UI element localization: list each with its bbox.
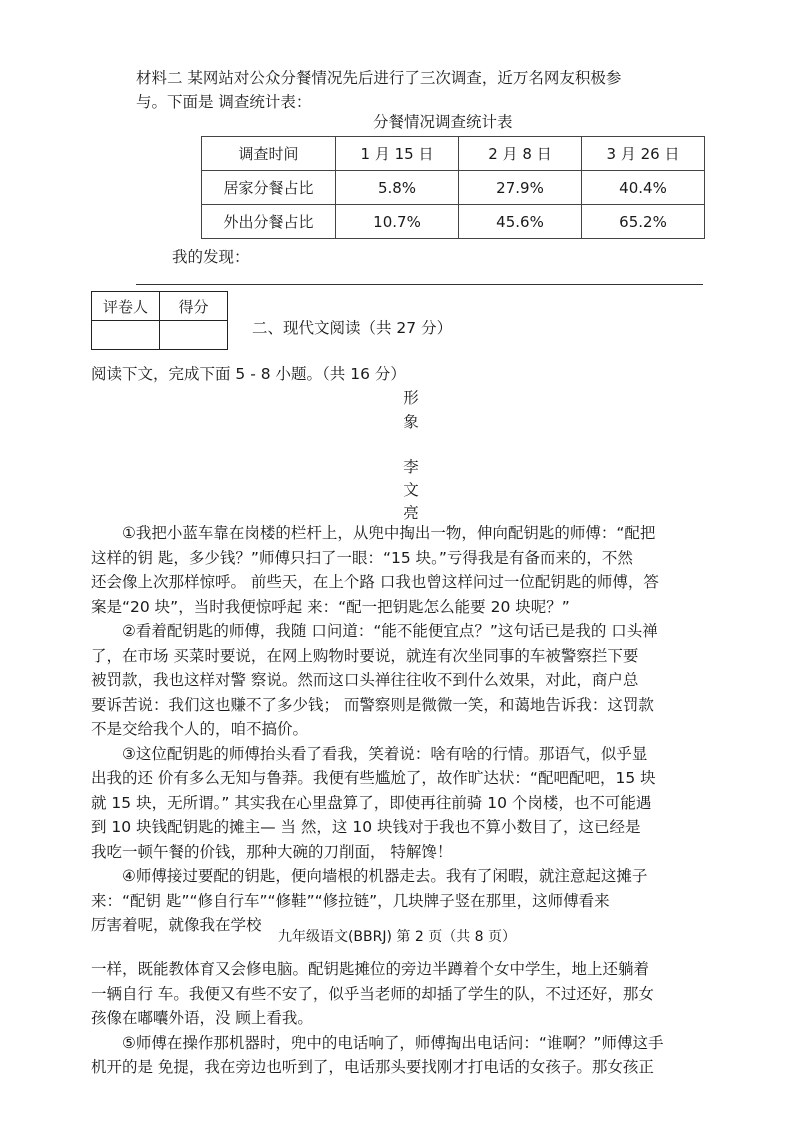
section-title: 二、现代文阅读（共 27 分） xyxy=(252,319,453,337)
paragraph-line: 机开的是 免提，我在旁边也听到了，电话那头要找刚才打电话的女孩子。那女孩正 xyxy=(91,1058,654,1076)
paragraph-line: ③这位配钥匙的师傅抬头看了看我，笑着说：啥有啥的行情。那语气，似乎显 xyxy=(122,744,648,763)
survey-table xyxy=(201,136,705,239)
author-char: 文 xyxy=(403,481,419,499)
paragraph-line: 来：“配钥 匙”“修自行车”“修鞋”“修拉链”，几块牌子竖在那里，这师傅看来 xyxy=(91,891,610,910)
paragraph-line: 我吃一顿午餐的价钱，那种大碗的刀削面， 特解馋！ xyxy=(91,842,453,861)
finding-label: 我的发现： xyxy=(172,248,250,266)
paragraph-line: 这样的钥 匙，多少钱？”师傅只扫了一眼：“15 块。”亏得我是有备而来的，不然 xyxy=(91,548,633,567)
table-row xyxy=(202,171,705,205)
article-title-char: 形 xyxy=(403,389,419,407)
author-char: 亮 xyxy=(403,504,419,522)
paragraph-line: ①我把小蓝车靠在岗楼的栏杆上，从兜中掏出一物，伸向配钥匙的师傅：“配把 xyxy=(122,524,656,542)
paragraph-line: 一辆自行 车。我便又有些不安了，似乎当老师的却插了学生的队，不过还好，那女 xyxy=(91,984,654,1003)
paragraph-line: ④师傅接过要配的钥匙，便向墙根的机器走去。我有了闲暇，就注意起这摊子 xyxy=(122,867,648,885)
answer-line[interactable] xyxy=(136,284,703,285)
paragraph-line: 孩像在嘟囔外语，没 顾上看我。 xyxy=(91,1009,313,1027)
table-cell: 外出分餐占比 xyxy=(202,205,336,239)
table-caption: 分餐情况调查统计表 xyxy=(373,113,513,131)
table-cell: 10.7% xyxy=(336,205,459,239)
paragraph-line: 还会像上次那样惊呼。 前些天，在上个路 口我也曾这样问过一位配钥匙的师傅，答 xyxy=(91,573,659,591)
paragraph-line: ②看着配钥匙的师傅，我随 口问道：“能不能便宜点？”这句话已是我的 口头禅 xyxy=(122,622,658,640)
table-header-cell: 3 月 26 日 xyxy=(582,137,705,171)
table-header-cell: 1 月 15 日 xyxy=(336,137,459,171)
article-body xyxy=(91,521,703,938)
paragraph-line: 就 15 块，无所谓。” 其实我在心里盘算了，即使再往前骑 10 个岗楼，也不可能遇 xyxy=(91,793,652,812)
material-line-2: 与。下面是 调查统计表： xyxy=(136,93,312,111)
score-label: 得分 xyxy=(160,292,228,321)
grade-box xyxy=(91,291,228,350)
paragraph-line: 案是“20 块”，当时我便惊呼起 来：“配一把钥匙怎么能要 20 块呢？” xyxy=(91,597,570,616)
paragraph-line: 要诉苦说：我们这也赚不了多少钱； 而警察则是微微一笑，和蔼地告诉我：这罚款 xyxy=(91,695,654,714)
reviewer-label: 评卷人 xyxy=(92,292,160,321)
table-cell: 45.6% xyxy=(459,205,582,239)
paragraph-line: 一样，既能教体育又会修电脑。配钥匙摊位的旁边半蹲着个女中学生，地上还躺着 xyxy=(91,960,650,978)
paragraph-line: 到 10 块钱配钥匙的摊主— 当 然，这 10 块钱对于我也不算小数目了，这已经是 xyxy=(91,818,641,836)
table-cell: 居家分餐占比 xyxy=(202,171,336,205)
article-title-char: 象 xyxy=(403,413,419,431)
article-body-continued xyxy=(91,957,703,1080)
author-char: 李 xyxy=(403,458,419,476)
paragraph-line: 被罚款，我也这样对警 察说。然而这口头禅往往收不到什么效果，对此，商户总 xyxy=(91,671,639,689)
table-cell: 27.9% xyxy=(459,171,582,205)
score-field[interactable] xyxy=(160,321,228,350)
table-cell: 65.2% xyxy=(582,205,705,239)
table-header-row xyxy=(202,137,705,171)
paragraph-line: 了，在市场 买菜时要说，在网上购物时要说，就连有次坐同事的车被警察拦下要 xyxy=(91,646,639,665)
table-cell: 5.8% xyxy=(336,171,459,205)
paragraph-line: 不是交给我个人的，咱不搞价。 xyxy=(91,720,309,738)
table-row xyxy=(202,205,705,239)
paragraph-line: ⑤师傅在操作那机器时，兜中的电话响了，师傅掏出电话问：“谁啊？”师傅这手 xyxy=(122,1033,664,1052)
page-footer: 九年级语文(BBRJ) 第 2 页（共 8 页） xyxy=(277,929,517,945)
material-line-1: 材料二 某网站对公众分餐情况先后进行了三次调查，近万名网友积极参 xyxy=(136,69,622,87)
table-cell: 40.4% xyxy=(582,171,705,205)
reviewer-field[interactable] xyxy=(92,321,160,350)
paragraph-line: 出我的还 价有多么无知与鲁莽。我便有些尴尬了，故作旷达状：“配吧配吧，15 块 xyxy=(91,769,656,787)
table-header-cell: 2 月 8 日 xyxy=(459,137,582,171)
reading-instruction: 阅读下文，完成下面 5 - 8 小题。（共 16 分） xyxy=(91,365,406,383)
table-header-cell: 调查时间 xyxy=(202,137,336,171)
paragraph-line: 厉害着呢，就像我在学校 xyxy=(91,916,262,934)
